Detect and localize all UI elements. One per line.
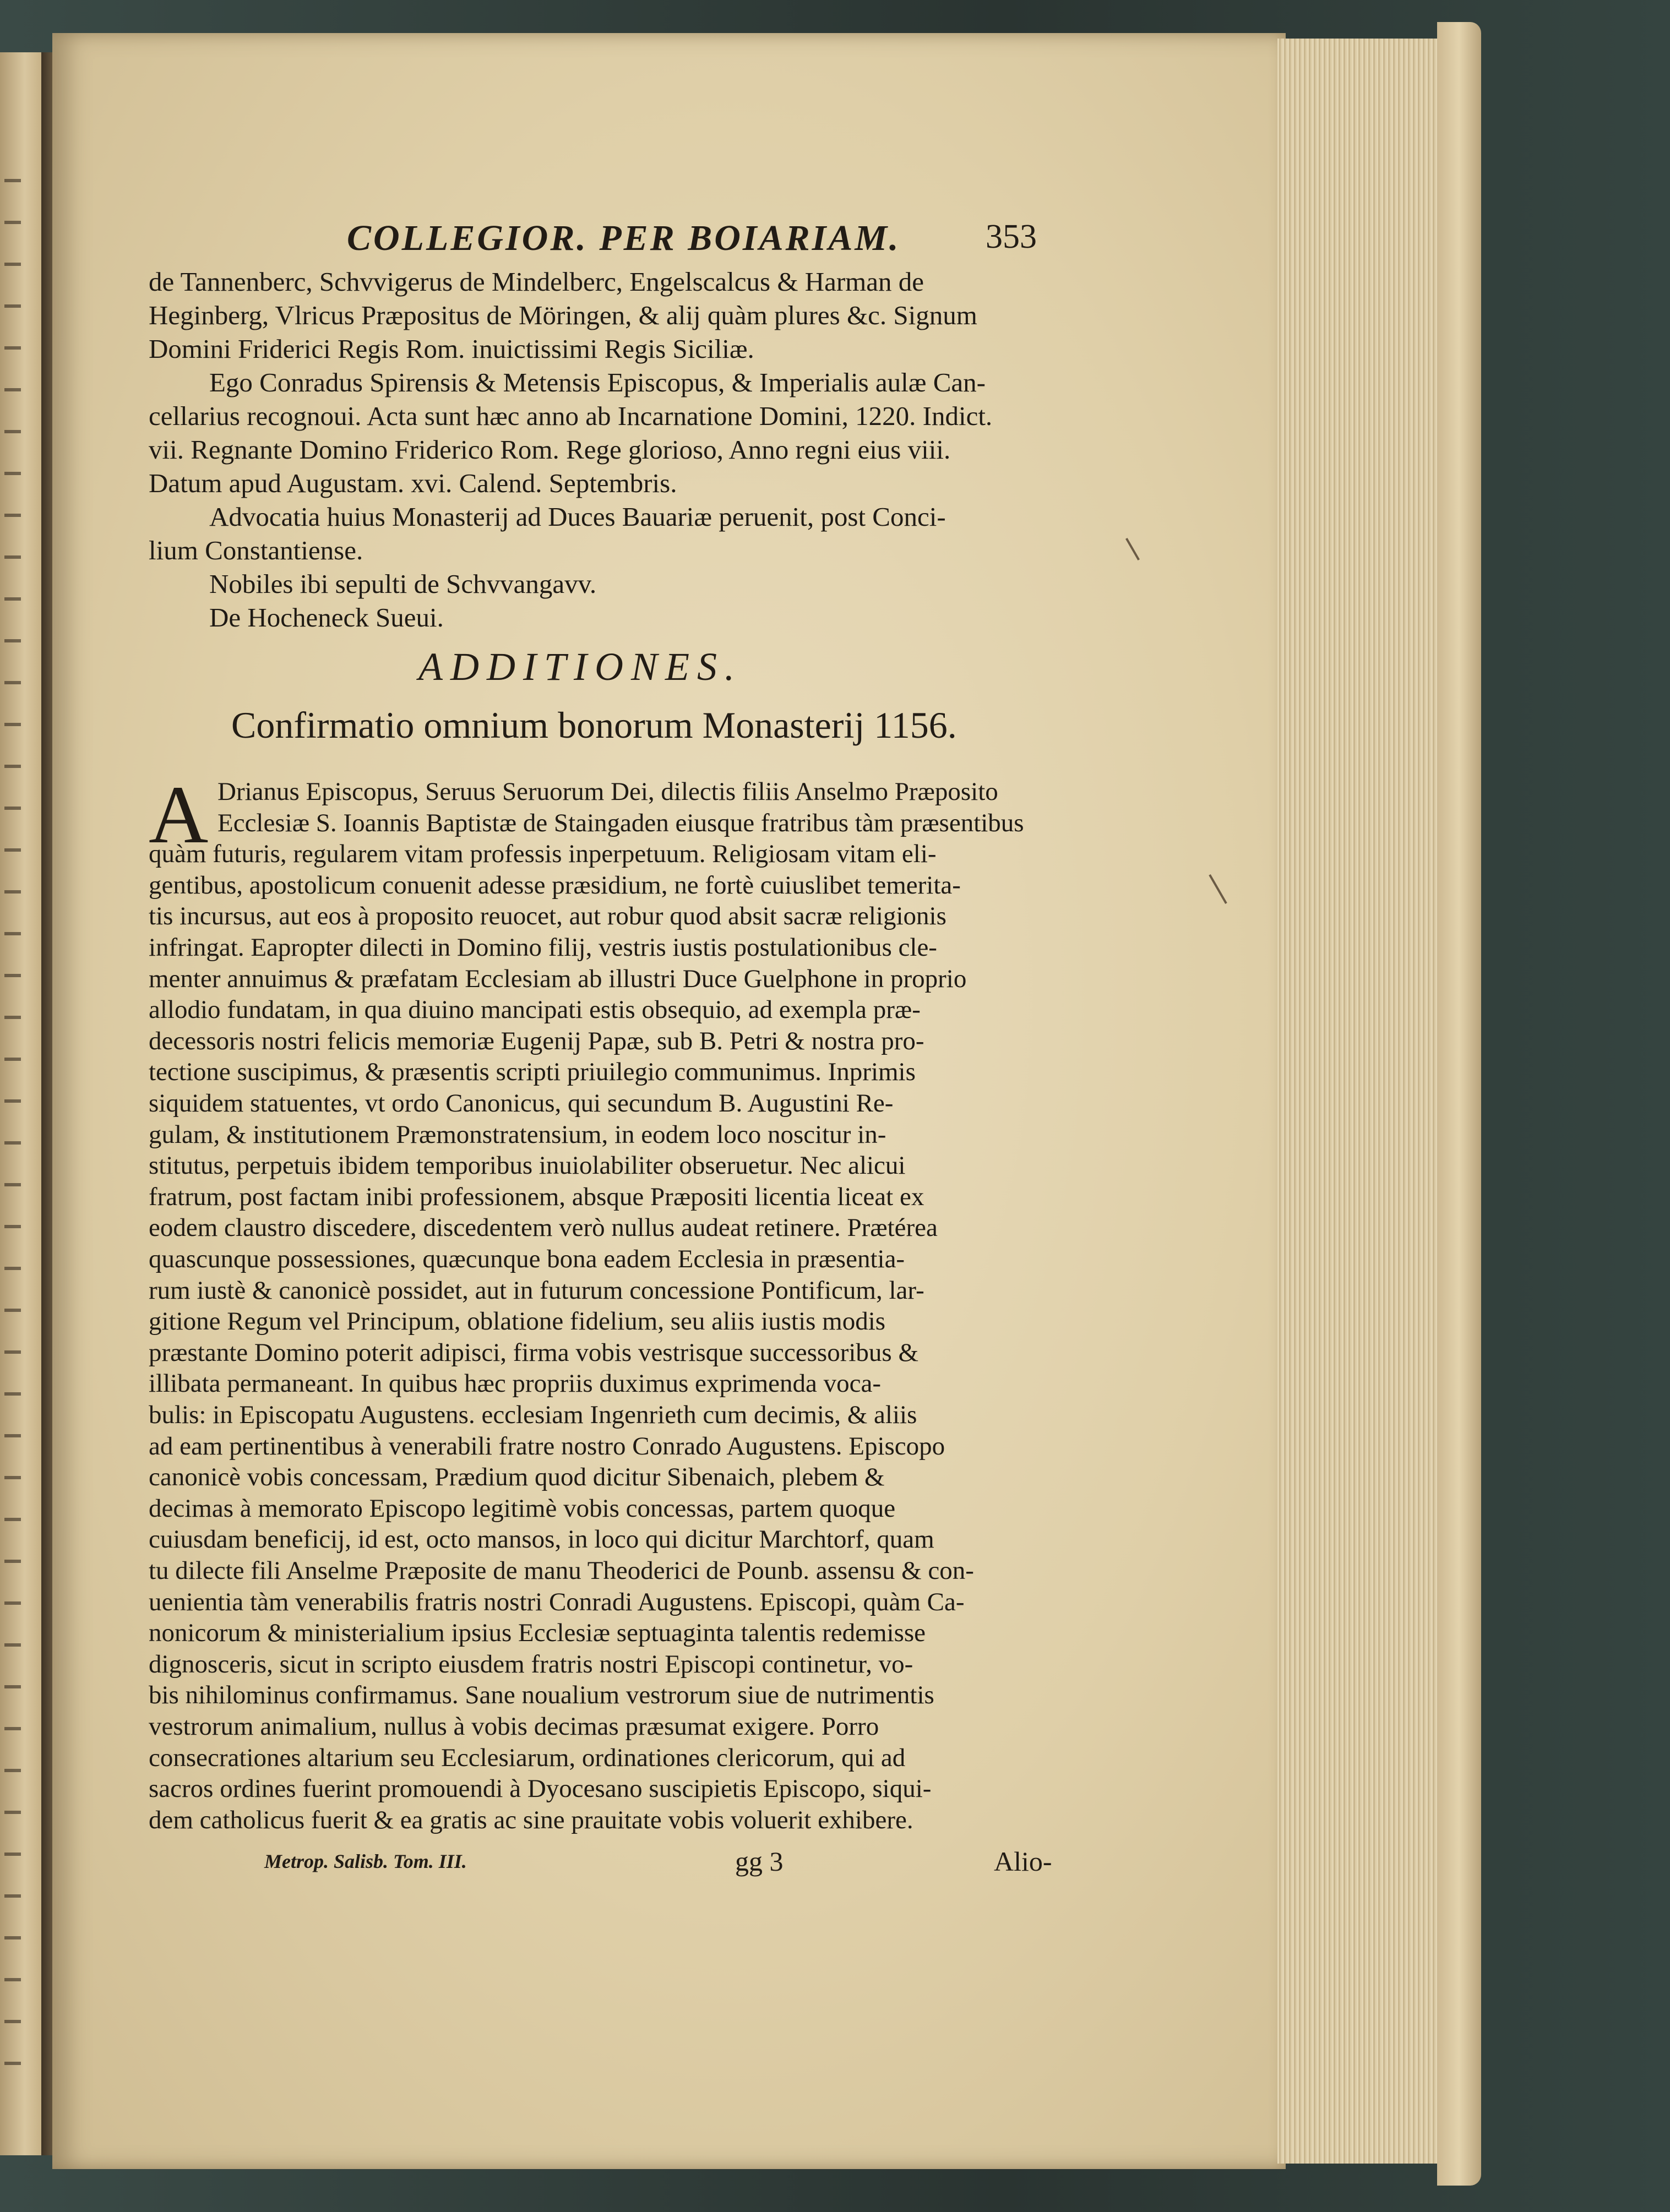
- nobiles-line: Nobiles ibi sepulti de Schvvangavv.: [209, 569, 597, 599]
- body-line: ad eam pertinentibus à venerabili fratre nostro Conrado Augustens. Episcopo: [149, 1431, 945, 1461]
- body-line: gulam, & institutionem Præmonstratensium, in eodem loco noscitur in-: [149, 1120, 886, 1149]
- charter-line: Heginberg, Vlricus Præpositus de Möringen, & alij quàm plures &c. Signum: [149, 300, 977, 330]
- body-line: stitutus, perpetuis ibidem temporibus inuiolabiliter obseruetur. Nec alicui: [149, 1151, 906, 1180]
- body-line: illibata permaneant. In quibus hæc propriis duximus exprimenda voca-: [149, 1369, 882, 1398]
- page-footer: [264, 1846, 1200, 1883]
- signature-mark: Metrop. Salisb. Tom. III.: [264, 1850, 467, 1872]
- recognition-line: Ego Conradus Spirensis & Metensis Episcopus, & Imperialis aulæ Can-: [209, 367, 986, 397]
- body-line: præstante Domino poterit adipisci, firma vobis vestrisque successoribus &: [149, 1338, 919, 1367]
- recognition-line: cellarius recognoui. Acta sunt hæc anno ab Incarnatione Domini, 1220. Indict.: [149, 401, 993, 431]
- body-line: fratrum, post factam inibi professionem, absque Præpositi licentia liceat ex: [149, 1182, 924, 1211]
- body-line: eodem claustro discedere, discedentem verò nullus audeat retinere. Prætérea: [149, 1213, 938, 1243]
- gathering-mark: gg 3: [735, 1846, 784, 1877]
- advocatia-line: Advocatia huius Monasterij ad Duces Bauariæ peruenit, post Conci-: [209, 502, 946, 532]
- body-line: consecrationes altarium seu Ecclesiarum, ordinationes clericorum, qui ad: [149, 1743, 906, 1772]
- advocatia-line: lium Constantiense.: [149, 535, 363, 565]
- body-line: quàm futuris, regularem vitam professis inperpetuum. Religiosam vitam eli-: [149, 840, 937, 869]
- body-line: gitione Regum vel Principum, oblatione fidelium, seu aliis iustis modis: [149, 1307, 886, 1336]
- body-line: bulis: in Episcopatu Augustens. ecclesiam Ingenrieth cum decimis, & aliis: [149, 1401, 917, 1429]
- recognition-line: vii. Regnante Domino Friderico Rom. Rege glorioso, Anno regni eius viii.: [149, 434, 951, 465]
- recognition-line: Datum apud Augustam. xvi. Calend. Septembris.: [149, 468, 677, 498]
- body-line: allodio fundatam, in qua diuino mancipati estis obsequio, ad exempla præ-: [149, 995, 921, 1025]
- body-line: cuiusdam beneficij, id est, octo mansos, in loco qui dicitur Marchtorf, quam: [149, 1525, 934, 1554]
- body-line: sacros ordines fuerint promouendi à Dyocesano suscipietis Episcopo, siqui-: [149, 1774, 932, 1804]
- body-line: menter annuimus & præfatam Ecclesiam ab illustri Duce Guelphone in proprio: [149, 964, 967, 993]
- running-title: COLLEGIOR. PER BOIARIAM.: [347, 218, 901, 258]
- body-line: tu dilecte fili Anselme Præposite de manu Theoderici de Pounb. assensu & con-: [149, 1556, 974, 1585]
- nobiles-line: De Hocheneck Sueui.: [209, 602, 444, 633]
- body-line: infringat. Eapropter dilecti in Domino filij, vestris iustis postulationibus cle-: [149, 933, 937, 962]
- drop-cap: A: [149, 769, 209, 860]
- body-line: siquidem statuentes, vt ordo Canonicus, qui secundum B. Augustini Re-: [149, 1089, 894, 1118]
- book-cover-edge: [1437, 22, 1481, 2186]
- section-title: ADDITIONES.: [418, 645, 742, 689]
- left-page-text-edge: [4, 140, 21, 2067]
- body-line: Drianus Episcopus, Seruus Seruorum Dei, dilectis filiis Anselmo Præposito: [217, 777, 998, 806]
- charter-line: de Tannenberc, Schvvigerus de Mindelberc, Engelscalcus & Harman de: [149, 266, 924, 297]
- body-line: nonicorum & ministerialium ipsius Ecclesiæ septuaginta talentis redemisse: [149, 1619, 926, 1648]
- left-page-edge: [0, 52, 43, 2155]
- body-line: dem catholicus fuerit & ea gratis ac sine prauitate vobis voluerit exhibere.: [149, 1805, 913, 1834]
- body-line: Ecclesiæ S. Ioannis Baptistæ de Staingaden eiusque fratribus tàm præsentibus: [217, 808, 1024, 837]
- body-line: dignosceris, sicut in scripto eiusdem fratris nostri Episcopi continetur, vo-: [149, 1649, 913, 1679]
- body-line: tectione suscipimus, & præsentis scripti priuilegio communimus. Inprimis: [149, 1058, 916, 1087]
- body-line: decimas à memorato Episcopo legitimè vobis concessas, partem quoque: [149, 1494, 896, 1523]
- body-line: tis incursus, aut eos à proposito reuocet, aut robur quod absit sacræ religionis: [149, 902, 946, 931]
- page-block-edges: [1277, 39, 1439, 2164]
- body-line: uenientia tàm venerabilis fratris nostri Conradi Augustens. Episcopi, quàm Ca-: [149, 1587, 965, 1616]
- page-number: 353: [986, 218, 1037, 255]
- body-line: bis nihilominus confirmamus. Sane noualium vestrorum siue de nutrimentis: [149, 1681, 934, 1710]
- catchword: Alio-: [994, 1846, 1052, 1877]
- section-subtitle: Confirmatio omnium bonorum Monasterij 1156.: [231, 704, 957, 746]
- body-line: gentibus, apostolicum conuenit adesse præsidium, ne fortè cuiuslibet temerita-: [149, 870, 961, 900]
- body-line: vestrorum animalium, nullus à vobis decimas præsumat exigere. Porro: [149, 1712, 879, 1741]
- body-line: rum iustè & canonicè possidet, aut in futurum concessione Pontificum, lar-: [149, 1276, 924, 1305]
- body-line: decessoris nostri felicis memoriæ Eugenij Papæ, sub B. Petri & nostra pro-: [149, 1026, 924, 1055]
- body-line: quascunque possessiones, quæcunque bona eadem Ecclesia in præsentia-: [149, 1245, 905, 1273]
- body-line: canonicè vobis concessam, Prædium quod dicitur Sibenaich, plebem &: [149, 1463, 885, 1492]
- charter-line: Domini Friderici Regis Rom. inuictissimi Regis Siciliæ.: [149, 334, 754, 364]
